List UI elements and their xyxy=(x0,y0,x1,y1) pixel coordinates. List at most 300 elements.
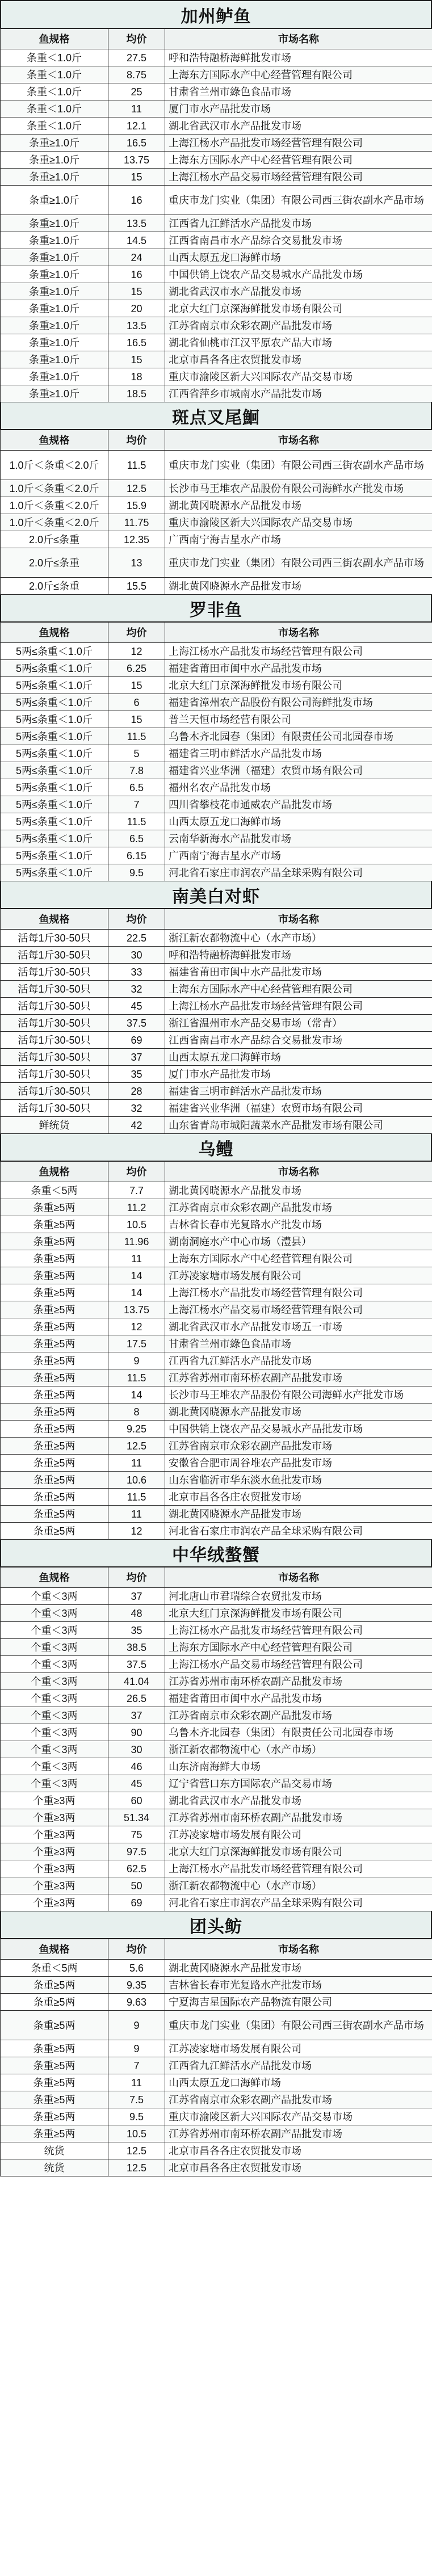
price-table xyxy=(0,430,432,595)
market-cell: 吉林省长春市光复路水产批发市场 xyxy=(165,1216,432,1233)
spec-cell: 活每1斤30-50只 xyxy=(1,930,108,947)
market-cell: 江苏省南京市众彩农副产品批发市场 xyxy=(165,2091,432,2108)
price-cell: 15 xyxy=(108,711,165,728)
spec-cell: 1.0斤＜条重＜2.0斤 xyxy=(1,451,108,480)
price-cell: 15 xyxy=(108,351,165,368)
price-cell: 14 xyxy=(108,1267,165,1284)
price-cell: 41.04 xyxy=(108,1673,165,1690)
price-cell: 48 xyxy=(108,1605,165,1622)
spec-cell: 条重≥5两 xyxy=(1,1438,108,1455)
spec-cell: 5两≤条重＜1.0斤 xyxy=(1,745,108,762)
spec-cell: 5两≤条重＜1.0斤 xyxy=(1,796,108,813)
table-row xyxy=(1,998,432,1015)
price-cell: 7 xyxy=(108,796,165,813)
spec-cell: 条重≥5两 xyxy=(1,1523,108,1540)
market-cell: 江苏省南京市众彩农副产品批发市场 xyxy=(165,1707,432,1724)
table-row xyxy=(1,1960,432,1977)
table-row xyxy=(1,947,432,964)
spec-cell: 1.0斤＜条重＜2.0斤 xyxy=(1,497,108,514)
market-cell: 重庆市渝陵区新大兴国际农产品交易市场 xyxy=(165,514,432,531)
market-cell: 山西太原五龙口海鲜市场 xyxy=(165,813,432,830)
section-title: 罗非鱼 xyxy=(0,595,432,622)
section-title: 加州鲈鱼 xyxy=(0,1,432,28)
table-row xyxy=(1,2125,432,2142)
spec-cell: 条重≥5两 xyxy=(1,1267,108,1284)
section-title: 南美白对虾 xyxy=(0,881,432,909)
price-cell: 33 xyxy=(108,964,165,981)
table-header-row xyxy=(1,1568,432,1588)
market-cell: 长沙市马王堆农产品股份有限公司海鲜水产批发市场 xyxy=(165,480,432,497)
spec-cell: 条重＜5两 xyxy=(1,1960,108,1977)
market-cell: 四川省攀枝花市通威农产品批发市场 xyxy=(165,796,432,813)
spec-cell: 活每1斤30-50只 xyxy=(1,1083,108,1100)
market-cell: 上海江杨水产品批发市场经营管理有限公司 xyxy=(165,1622,432,1639)
table-row xyxy=(1,186,432,215)
table-row xyxy=(1,1523,432,1540)
price-cell: 12 xyxy=(108,1318,165,1335)
spec-cell: 条重≥5两 xyxy=(1,1489,108,1506)
price-cell: 11 xyxy=(108,2074,165,2091)
price-cell: 10.5 xyxy=(108,2125,165,2142)
market-cell: 福建省兴业华洲（福建）农贸市场有限公司 xyxy=(165,762,432,779)
price-cell: 69 xyxy=(108,1032,165,1049)
spec-cell: 个重＜3两 xyxy=(1,1741,108,1758)
table-row xyxy=(1,578,432,595)
table-row xyxy=(1,83,432,100)
table-row xyxy=(1,283,432,300)
header-market: 市场名称 xyxy=(165,29,432,49)
price-cell: 17.5 xyxy=(108,1335,165,1352)
price-cell: 6.25 xyxy=(108,660,165,677)
spec-cell: 活每1斤30-50只 xyxy=(1,1015,108,1032)
market-cell: 厦门市水产品批发市场 xyxy=(165,100,432,117)
price-cell: 46 xyxy=(108,1758,165,1775)
section-title: 团头鲂 xyxy=(0,1911,432,1939)
spec-cell: 个重＜3两 xyxy=(1,1724,108,1741)
table-row xyxy=(1,1083,432,1100)
table-row xyxy=(1,1015,432,1032)
price-cell: 25 xyxy=(108,83,165,100)
spec-cell: 条重＜1.0斤 xyxy=(1,66,108,83)
price-cell: 16 xyxy=(108,186,165,215)
spec-cell: 条重≥5两 xyxy=(1,1994,108,2011)
market-cell: 湖北省武汉市水产品批发市场 xyxy=(165,1792,432,1809)
price-cell: 20 xyxy=(108,300,165,317)
table-row xyxy=(1,1489,432,1506)
table-row xyxy=(1,762,432,779)
table-row xyxy=(1,66,432,83)
price-cell: 8.75 xyxy=(108,66,165,83)
market-cell: 北京大红门京深海鲜批发市场有限公司 xyxy=(165,677,432,694)
market-cell: 湖北黄冈晓源水产品批发市场 xyxy=(165,1506,432,1523)
table-row xyxy=(1,830,432,847)
spec-cell: 条重≥5两 xyxy=(1,1386,108,1403)
spec-cell: 条重≥1.0斤 xyxy=(1,186,108,215)
price-cell: 11 xyxy=(108,1455,165,1472)
table-row xyxy=(1,1182,432,1199)
price-cell: 11.75 xyxy=(108,514,165,531)
spec-cell: 1.0斤＜条重＜2.0斤 xyxy=(1,514,108,531)
header-price: 均价 xyxy=(108,1939,165,1960)
table-row xyxy=(1,135,432,152)
spec-cell: 条重≥5两 xyxy=(1,1506,108,1523)
price-table xyxy=(0,1567,432,1911)
price-cell: 7.7 xyxy=(108,1182,165,1199)
market-cell: 云南华新海水产品批发市场 xyxy=(165,830,432,847)
header-market: 市场名称 xyxy=(165,1939,432,1960)
spec-cell: 条重≥5两 xyxy=(1,2091,108,2108)
header-spec: 鱼规格 xyxy=(1,1939,108,1960)
spec-cell: 条重≥5两 xyxy=(1,1977,108,1994)
market-cell: 上海江杨水产品交易市场经营管理有限公司 xyxy=(165,1656,432,1673)
market-cell: 江苏省苏州市南环桥农副产品批发市场 xyxy=(165,1369,432,1386)
price-cell: 15.5 xyxy=(108,578,165,595)
table-row xyxy=(1,745,432,762)
market-cell: 河北省石家庄市润农产品全球采购有限公司 xyxy=(165,1894,432,1911)
spec-cell: 条重＜5两 xyxy=(1,1182,108,1199)
table-row xyxy=(1,2057,432,2074)
market-cell: 甘肃省兰州市綠色食品市场 xyxy=(165,1335,432,1352)
spec-cell: 个重≥3两 xyxy=(1,1894,108,1911)
price-cell: 15 xyxy=(108,677,165,694)
market-cell: 浙江新农都物流中心（水产市场） xyxy=(165,930,432,947)
table-row xyxy=(1,1792,432,1809)
market-cell: 呼和浩特融桥海鲜批发市场 xyxy=(165,49,432,66)
market-cell: 乌鲁木齐北园春（集团）有限责任公司北园春市场 xyxy=(165,1724,432,1741)
market-cell: 湖北黄冈晓源水产品批发市场 xyxy=(165,1960,432,1977)
table-row xyxy=(1,711,432,728)
spec-cell: 活每1斤30-50只 xyxy=(1,998,108,1015)
spec-cell: 个重＜3两 xyxy=(1,1758,108,1775)
market-cell: 厦门市水产品批发市场 xyxy=(165,1066,432,1083)
table-row xyxy=(1,1506,432,1523)
market-cell: 山东济南海鲜大市场 xyxy=(165,1758,432,1775)
price-cell: 5.6 xyxy=(108,1960,165,1977)
table-row xyxy=(1,1032,432,1049)
table-row xyxy=(1,385,432,402)
market-cell: 山西太原五龙口海鲜市场 xyxy=(165,1049,432,1066)
price-cell: 69 xyxy=(108,1894,165,1911)
table-row xyxy=(1,1707,432,1724)
market-cell: 北京大红门京深海鲜批发市场有限公司 xyxy=(165,1605,432,1622)
spec-cell: 条重≥5两 xyxy=(1,1421,108,1438)
market-cell: 山东省青岛市城阳蔬菜水产品批发市场有限公司 xyxy=(165,1117,432,1134)
table-row xyxy=(1,1335,432,1352)
price-cell: 15 xyxy=(108,169,165,186)
price-cell: 11 xyxy=(108,100,165,117)
price-cell: 35 xyxy=(108,1622,165,1639)
spec-cell: 条重≥5两 xyxy=(1,1369,108,1386)
table-row xyxy=(1,728,432,745)
spec-cell: 条重≥5两 xyxy=(1,1216,108,1233)
market-cell: 福建省莆田市闽中水产品批发市场 xyxy=(165,1690,432,1707)
table-header-row xyxy=(1,1162,432,1182)
market-cell: 上海江杨水产品批发市场经营管理有限公司 xyxy=(165,1284,432,1301)
header-price: 均价 xyxy=(108,623,165,643)
market-cell: 江苏省南京市众彩农副产品批发市场 xyxy=(165,317,432,334)
price-cell: 15.9 xyxy=(108,497,165,514)
price-cell: 11.5 xyxy=(108,728,165,745)
market-cell: 河北省石家庄市润农产品全球采购有限公司 xyxy=(165,864,432,881)
table-row xyxy=(1,451,432,480)
table-row xyxy=(1,1690,432,1707)
price-cell: 6.5 xyxy=(108,779,165,796)
table-row xyxy=(1,779,432,796)
market-cell: 上海东方国际水产中心经营管理有限公司 xyxy=(165,981,432,998)
spec-cell: 条重≥5两 xyxy=(1,2074,108,2091)
table-row xyxy=(1,660,432,677)
spec-cell: 个重≥3两 xyxy=(1,1792,108,1809)
market-cell: 甘肃省兰州市綠色食品市场 xyxy=(165,83,432,100)
market-cell: 重庆市渝陵区新大兴国际农产品交易市场 xyxy=(165,2108,432,2125)
market-cell: 重庆市龙门实业（集团）有限公司西三街农副水产品市场 xyxy=(165,186,432,215)
table-row xyxy=(1,864,432,881)
table-row xyxy=(1,1877,432,1894)
table-row xyxy=(1,1318,432,1335)
spec-cell: 个重＜3两 xyxy=(1,1605,108,1622)
market-cell: 江西省九江鲜活水产品批发市场 xyxy=(165,1352,432,1369)
table-row xyxy=(1,1894,432,1911)
price-cell: 11.96 xyxy=(108,1233,165,1250)
market-cell: 江西省萍乡市城南水产品批发市场 xyxy=(165,385,432,402)
table-row xyxy=(1,677,432,694)
table-row xyxy=(1,1049,432,1066)
table-row xyxy=(1,2091,432,2108)
table-row xyxy=(1,1843,432,1860)
market-cell: 宁夏海吉星国际农产品物流有限公司 xyxy=(165,1994,432,2011)
market-cell: 上海东方国际水产中心经营管理有限公司 xyxy=(165,1250,432,1267)
market-cell: 北京市昌各各庄农贸批发市场 xyxy=(165,2159,432,2176)
table-row xyxy=(1,2074,432,2091)
spec-cell: 条重≥5两 xyxy=(1,1335,108,1352)
spec-cell: 个重≥3两 xyxy=(1,1877,108,1894)
price-table xyxy=(0,622,432,881)
table-row xyxy=(1,1724,432,1741)
spec-cell: 活每1斤30-50只 xyxy=(1,1032,108,1049)
table-row xyxy=(1,1775,432,1792)
market-cell: 普兰天恒市场经营有限公司 xyxy=(165,711,432,728)
spec-cell: 5两≤条重＜1.0斤 xyxy=(1,677,108,694)
spec-cell: 条重≥1.0斤 xyxy=(1,169,108,186)
table-row xyxy=(1,300,432,317)
spec-cell: 条重≥5两 xyxy=(1,1301,108,1318)
price-cell: 60 xyxy=(108,1792,165,1809)
header-market: 市场名称 xyxy=(165,909,432,930)
spec-cell: 条重≥1.0斤 xyxy=(1,317,108,334)
table-row xyxy=(1,2142,432,2159)
table-row xyxy=(1,49,432,66)
spec-cell: 条重≥1.0斤 xyxy=(1,135,108,152)
market-cell: 上海东方国际水产中心经营管理有限公司 xyxy=(165,66,432,83)
section-title: 斑点叉尾鮰 xyxy=(0,402,432,430)
table-row xyxy=(1,152,432,169)
spec-cell: 条重≥5两 xyxy=(1,1472,108,1489)
spec-cell: 条重≥5两 xyxy=(1,2040,108,2057)
table-row xyxy=(1,1369,432,1386)
market-cell: 湖北省武汉市水产品批发市场 xyxy=(165,283,432,300)
table-row xyxy=(1,930,432,947)
price-cell: 32 xyxy=(108,981,165,998)
market-cell: 中国供销上饶农产品交易城水产品批发市场 xyxy=(165,1421,432,1438)
price-cell: 26.5 xyxy=(108,1690,165,1707)
price-table xyxy=(0,1939,432,2176)
market-cell: 吉林省长春市光复路水产批发市场 xyxy=(165,1977,432,1994)
price-cell: 51.34 xyxy=(108,1809,165,1826)
table-row xyxy=(1,1267,432,1284)
spec-cell: 5两≤条重＜1.0斤 xyxy=(1,813,108,830)
price-cell: 7.5 xyxy=(108,2091,165,2108)
spec-cell: 5两≤条重＜1.0斤 xyxy=(1,660,108,677)
spec-cell: 条重≥5两 xyxy=(1,2108,108,2125)
price-cell: 7.8 xyxy=(108,762,165,779)
table-row xyxy=(1,351,432,368)
spec-cell: 个重＜3两 xyxy=(1,1639,108,1656)
market-cell: 广西南宁海吉星水产市场 xyxy=(165,531,432,548)
price-cell: 11 xyxy=(108,1250,165,1267)
table-row xyxy=(1,548,432,578)
section-title: 中华绒螯蟹 xyxy=(0,1540,432,1567)
table-row xyxy=(1,1741,432,1758)
table-row xyxy=(1,1117,432,1134)
price-cell: 28 xyxy=(108,1083,165,1100)
table-row xyxy=(1,981,432,998)
table-row xyxy=(1,1673,432,1690)
price-cell: 22.5 xyxy=(108,930,165,947)
spec-cell: 活每1斤30-50只 xyxy=(1,1049,108,1066)
table-row xyxy=(1,1605,432,1622)
market-cell: 北京市昌各各庄农贸批发市场 xyxy=(165,2142,432,2159)
spec-cell: 条重＜1.0斤 xyxy=(1,117,108,135)
price-cell: 11.5 xyxy=(108,451,165,480)
spec-cell: 个重＜3两 xyxy=(1,1673,108,1690)
price-cell: 13.75 xyxy=(108,152,165,169)
spec-cell: 条重≥1.0斤 xyxy=(1,351,108,368)
price-cell: 16.5 xyxy=(108,334,165,351)
table-row xyxy=(1,1216,432,1233)
price-cell: 10.5 xyxy=(108,1216,165,1233)
price-cell: 12 xyxy=(108,1523,165,1540)
market-cell: 山西太原五龙口海鲜市场 xyxy=(165,2074,432,2091)
price-cell: 12.5 xyxy=(108,2142,165,2159)
market-cell: 福建省三明市鲜活水产品批发市场 xyxy=(165,1083,432,1100)
spec-cell: 条重≥1.0斤 xyxy=(1,385,108,402)
table-row xyxy=(1,1977,432,1994)
spec-cell: 个重＜3两 xyxy=(1,1588,108,1605)
spec-cell: 条重≥5两 xyxy=(1,1403,108,1421)
market-cell: 福建省三明市鲜活水产品批发市场 xyxy=(165,745,432,762)
table-row xyxy=(1,249,432,266)
spec-cell: 个重＜3两 xyxy=(1,1690,108,1707)
header-market: 市场名称 xyxy=(165,1162,432,1182)
spec-cell: 条重＜1.0斤 xyxy=(1,100,108,117)
market-cell: 江苏凌家塘市场发展有限公司 xyxy=(165,2040,432,2057)
header-price: 均价 xyxy=(108,909,165,930)
price-cell: 11.2 xyxy=(108,1199,165,1216)
market-cell: 上海东方国际水产中心经营管理有限公司 xyxy=(165,152,432,169)
market-cell: 重庆市龙门实业（集团）有限公司西三街农副水产品市场 xyxy=(165,2011,432,2040)
spec-cell: 条重≥1.0斤 xyxy=(1,266,108,283)
spec-cell: 条重＜1.0斤 xyxy=(1,49,108,66)
market-cell: 福建省莆田市闽中水产品批发市场 xyxy=(165,964,432,981)
price-cell: 12.5 xyxy=(108,480,165,497)
spec-cell: 5两≤条重＜1.0斤 xyxy=(1,762,108,779)
price-cell: 30 xyxy=(108,1741,165,1758)
spec-cell: 2.0斤≤条重 xyxy=(1,548,108,578)
table-row xyxy=(1,334,432,351)
spec-cell: 条重≥1.0斤 xyxy=(1,334,108,351)
price-cell: 8 xyxy=(108,1403,165,1421)
table-row xyxy=(1,1809,432,1826)
price-cell: 45 xyxy=(108,998,165,1015)
table-row xyxy=(1,497,432,514)
table-row xyxy=(1,1421,432,1438)
spec-cell: 条重≥1.0斤 xyxy=(1,283,108,300)
table-header-row xyxy=(1,909,432,930)
price-cell: 11.5 xyxy=(108,1369,165,1386)
price-cell: 75 xyxy=(108,1826,165,1843)
section-title: 乌鳢 xyxy=(0,1134,432,1161)
spec-cell: 个重≥3两 xyxy=(1,1860,108,1877)
table-row xyxy=(1,531,432,548)
table-row xyxy=(1,964,432,981)
market-cell: 上海江杨水产品批发市场经营管理有限公司 xyxy=(165,643,432,660)
spec-cell: 个重＜3两 xyxy=(1,1775,108,1792)
spec-cell: 条重≥5两 xyxy=(1,2125,108,2142)
header-price: 均价 xyxy=(108,29,165,49)
spec-cell: 5两≤条重＜1.0斤 xyxy=(1,643,108,660)
spec-cell: 鲜统货 xyxy=(1,1117,108,1134)
table-row xyxy=(1,169,432,186)
spec-cell: 5两≤条重＜1.0斤 xyxy=(1,830,108,847)
table-row xyxy=(1,1386,432,1403)
header-price: 均价 xyxy=(108,1568,165,1588)
table-row xyxy=(1,1250,432,1267)
price-cell: 37.5 xyxy=(108,1656,165,1673)
spec-cell: 条重≥5两 xyxy=(1,2011,108,2040)
price-cell: 62.5 xyxy=(108,1860,165,1877)
market-cell: 浙江新农都物流中心（水产市场） xyxy=(165,1741,432,1758)
market-cell: 江西省南昌市水产品综合交易批发市场 xyxy=(165,232,432,249)
market-cell: 呼和浩特融桥海鲜批发市场 xyxy=(165,947,432,964)
table-row xyxy=(1,232,432,249)
spec-cell: 个重≥3两 xyxy=(1,1843,108,1860)
market-cell: 福建省莆田市闽中水产品批发市场 xyxy=(165,660,432,677)
table-row xyxy=(1,1301,432,1318)
header-spec: 鱼规格 xyxy=(1,1568,108,1588)
table-row xyxy=(1,1455,432,1472)
market-cell: 重庆市龙门实业（集团）有限公司西三街农副水产品市场 xyxy=(165,548,432,578)
market-cell: 江苏凌家塘市场发展有限公司 xyxy=(165,1267,432,1284)
market-cell: 湖北省武汉市水产品批发市场 xyxy=(165,117,432,135)
table-row xyxy=(1,317,432,334)
price-cell: 12.5 xyxy=(108,2159,165,2176)
table-header-row xyxy=(1,430,432,451)
market-cell: 福州名农产品批发市场 xyxy=(165,779,432,796)
table-row xyxy=(1,1994,432,2011)
price-cell: 9.35 xyxy=(108,1977,165,1994)
price-cell: 13.75 xyxy=(108,1301,165,1318)
spec-cell: 个重≥3两 xyxy=(1,1826,108,1843)
table-row xyxy=(1,1100,432,1117)
table-row xyxy=(1,2011,432,2040)
spec-cell: 条重≥1.0斤 xyxy=(1,215,108,232)
market-cell: 北京市昌各各庄农贸批发市场 xyxy=(165,1489,432,1506)
spec-cell: 5两≤条重＜1.0斤 xyxy=(1,694,108,711)
market-cell: 重庆市渝陵区新大兴国际农产品交易市场 xyxy=(165,368,432,385)
price-cell: 13 xyxy=(108,548,165,578)
table-row xyxy=(1,1860,432,1877)
table-row xyxy=(1,694,432,711)
